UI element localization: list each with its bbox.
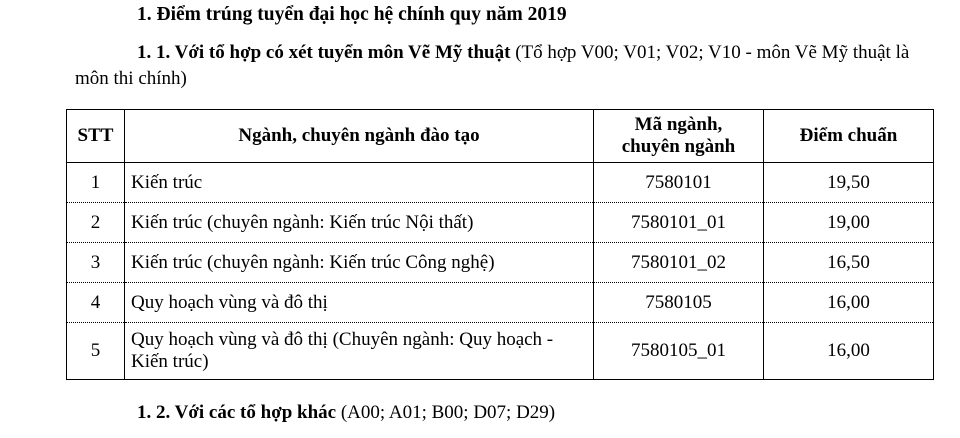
header-code [594,110,764,163]
cell-code: 7580101_02 [594,243,764,283]
cell-score: 19,00 [764,203,934,243]
header-code-line1: Mã ngành, [634,114,723,135]
table-row [67,323,934,380]
cell-major: Kiến trúc [125,163,594,203]
cell-major: Quy hoạch vùng và đô thị [125,283,594,323]
cell-stt: 4 [67,283,125,323]
admission-scores-table [66,109,934,380]
table-row [67,283,934,323]
cell-stt: 1 [67,163,125,203]
cell-score: 16,50 [764,243,934,283]
header-score: Điểm chuẩn [764,110,934,163]
cell-code: 7580101 [594,163,764,203]
cell-code: 7580101_01 [594,203,764,243]
cell-major: Kiến trúc (chuyên ngành: Kiến trúc Công nghệ) [125,243,594,283]
subsection-2-note: (A00; A01; B00; D07; D29) [336,402,556,423]
cell-major: Quy hoạch vùng và đô thị (Chuyên ngành: Quy hoạch - Kiến trúc) [125,323,594,380]
cell-score: 16,00 [764,283,934,323]
cell-score: 19,50 [764,163,934,203]
subsection-heading-1 [75,40,937,92]
subsection-2-title: 1. 2. Với các tổ hợp khác [137,402,337,423]
subsection-1-title: 1. 1. Với tổ hợp có xét tuyển môn Vẽ Mỹ thuật [137,42,511,63]
subsection-1-note: (Tổ hợp V00; V01; V02; V10 - môn Vẽ Mỹ thuật là môn thi chính) [75,42,910,89]
table-row [67,163,934,203]
cell-stt: 2 [67,203,125,243]
cell-code: 7580105 [594,283,764,323]
table-row [67,203,934,243]
subsection-heading-2 [137,402,555,424]
header-major: Ngành, chuyên ngành đào tạo [125,110,594,163]
cell-major: Kiến trúc (chuyên ngành: Kiến trúc Nội thất) [125,203,594,243]
cell-stt: 5 [67,323,125,380]
cell-code: 7580105_01 [594,323,764,380]
table-header-row [67,110,934,163]
section-heading: 1. Điểm trúng tuyển đại học hệ chính quy năm 2019 [137,4,567,25]
header-code-line2: chuyên ngành [621,136,736,157]
header-stt: STT [67,110,125,163]
cell-stt: 3 [67,243,125,283]
table-row [67,243,934,283]
cell-score: 16,00 [764,323,934,380]
